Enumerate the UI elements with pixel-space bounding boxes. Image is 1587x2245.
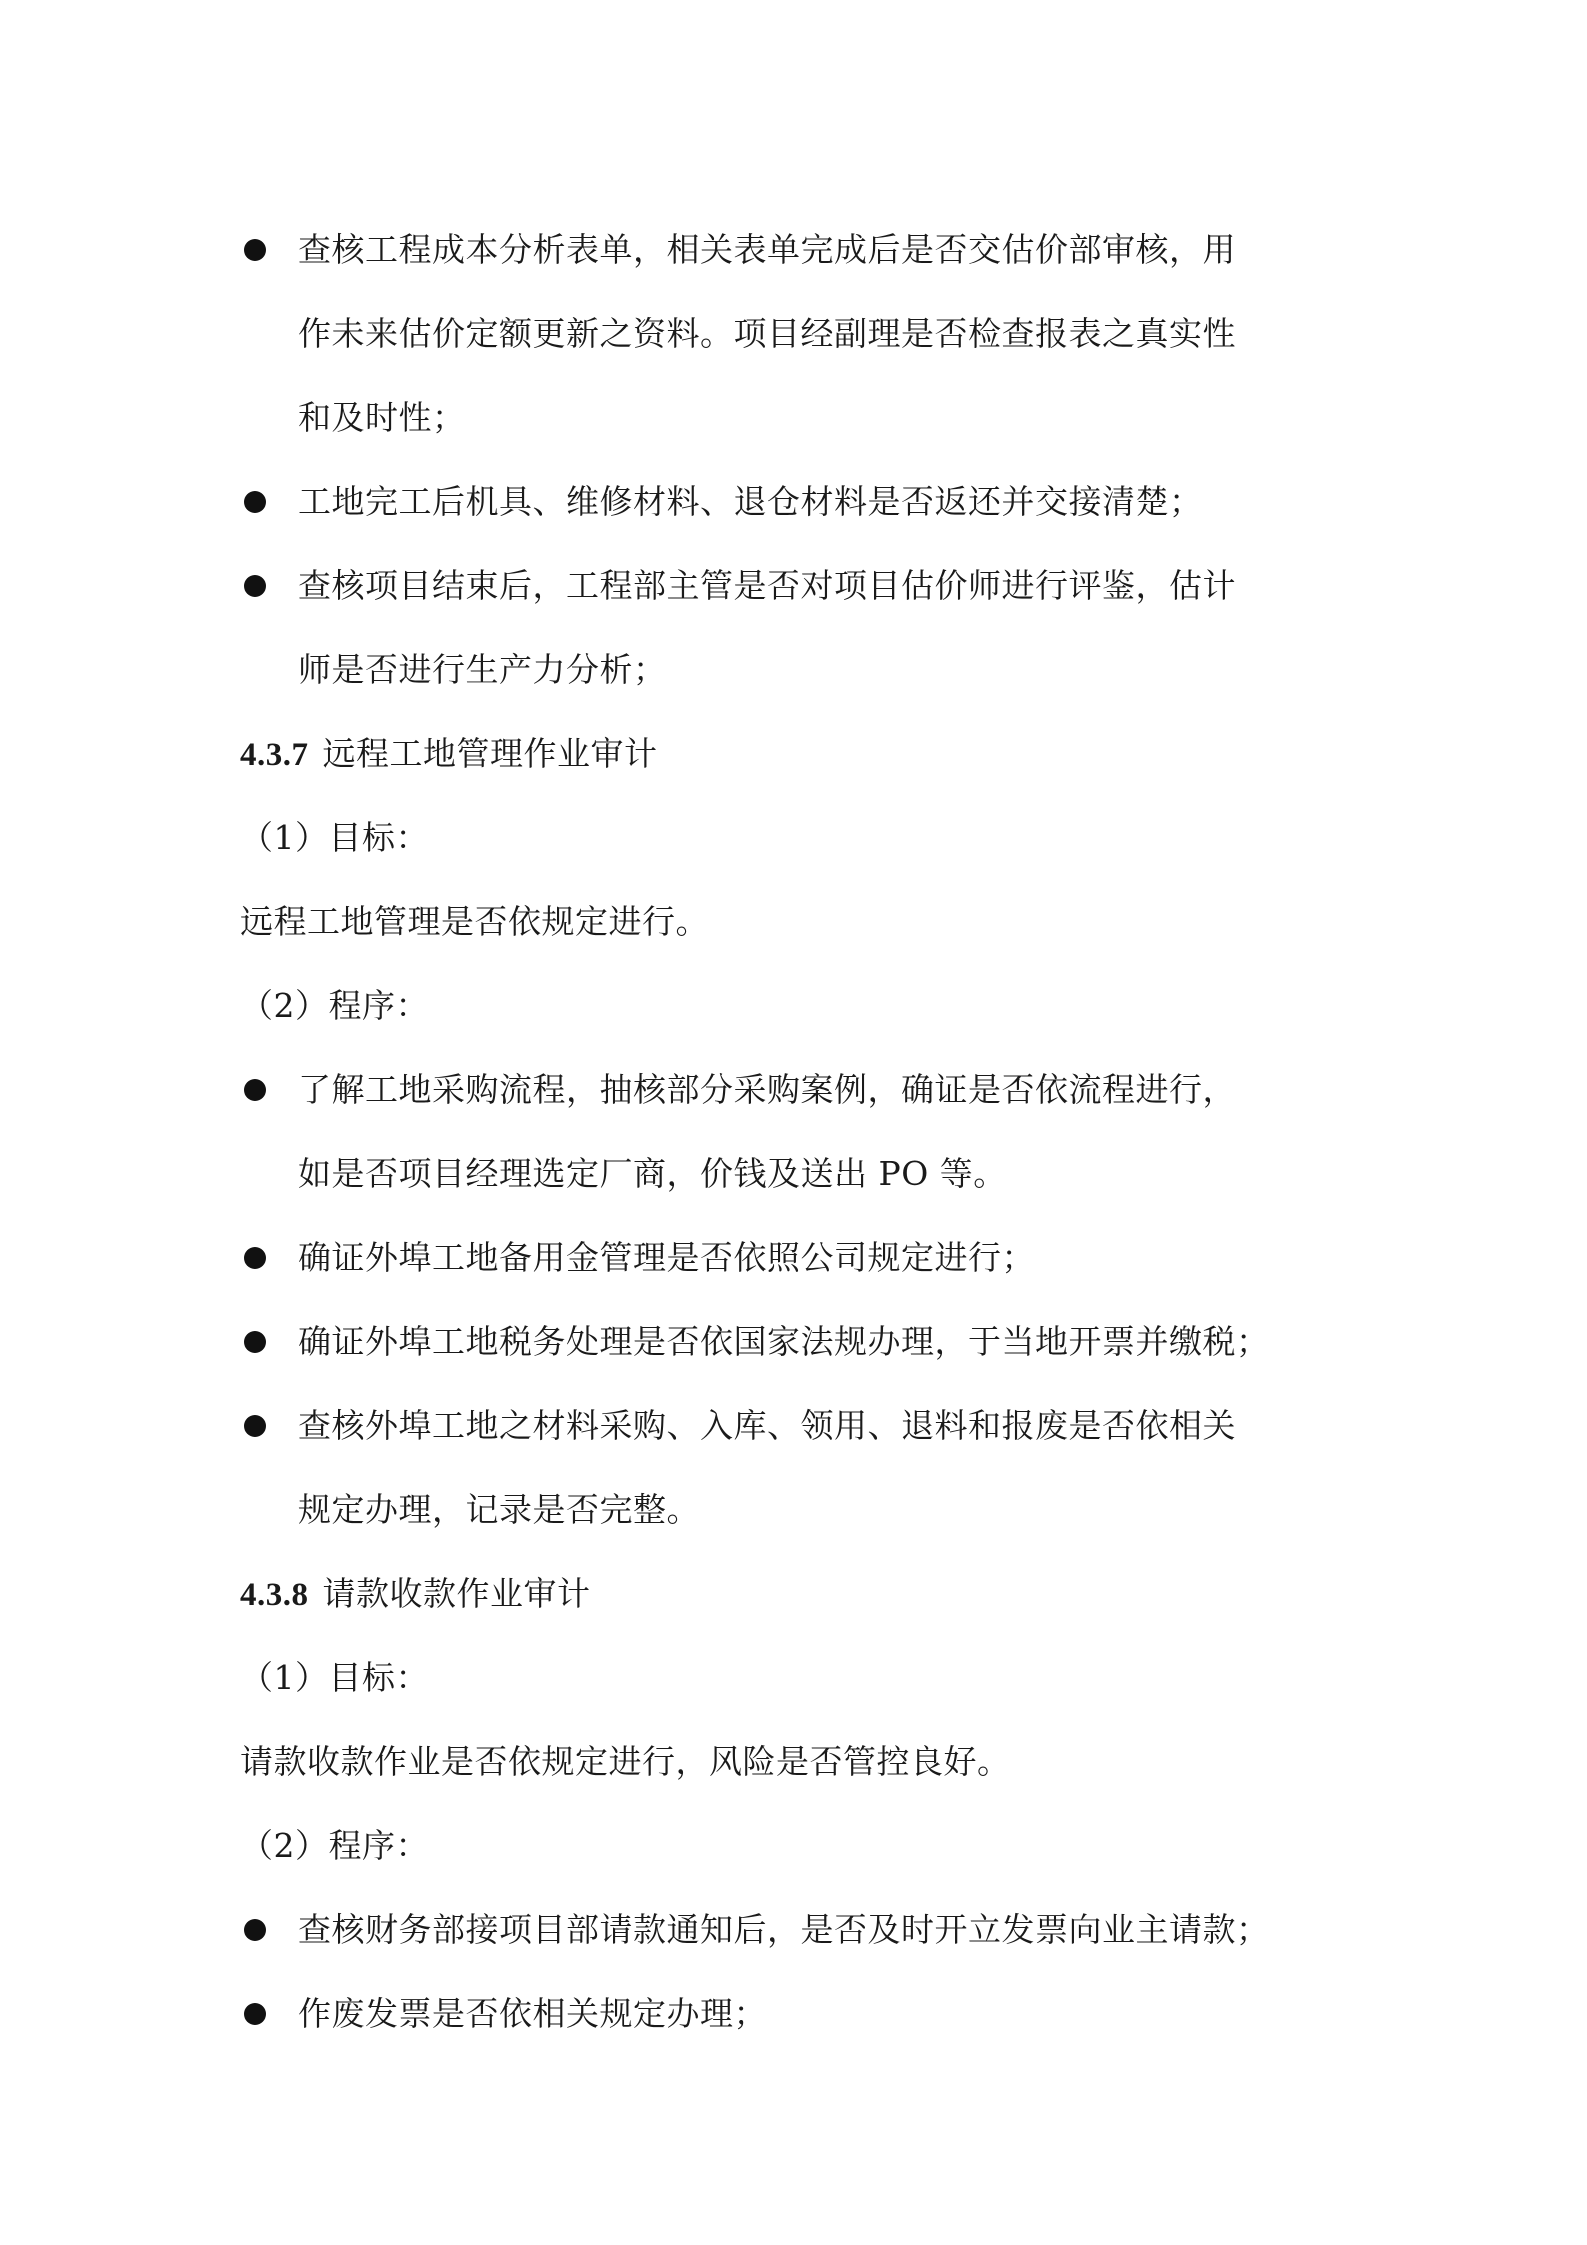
section-title: 请款收款作业审计 <box>322 1574 591 1613</box>
section-title: 远程工地管理作业审计 <box>322 734 658 773</box>
bullet-item <box>240 1888 1360 1972</box>
bullet-continuation <box>240 1468 1360 1552</box>
bullet-dot-icon <box>244 1247 266 1269</box>
bullet-text: 工地完工后机具、维修材料、退仓材料是否返还并交接清楚； <box>298 482 1203 521</box>
bullet-item <box>240 208 1360 292</box>
bullet-text: 查核工程成本分析表单，相关表单完成后是否交估价部审核，用 <box>298 230 1236 269</box>
bullet-text: 查核项目结束后，工程部主管是否对项目估价师进行评鉴，估计 <box>298 566 1236 605</box>
bullet-text: 查核财务部接项目部请款通知后，是否及时开立发票向业主请款； <box>298 1910 1270 1949</box>
bullet-item <box>240 544 1360 628</box>
paragraph <box>240 796 1360 880</box>
bullet-continuation <box>240 1132 1360 1216</box>
bullet-text: 规定办理，记录是否完整。 <box>298 1490 700 1529</box>
bullet-text: 如是否项目经理选定厂商，价钱及送出 PO 等。 <box>298 1154 1007 1193</box>
bullet-text: 确证外埠工地备用金管理是否依照公司规定进行； <box>298 1238 1035 1277</box>
document-body <box>240 208 1360 2056</box>
paragraph <box>240 1804 1360 1888</box>
paragraph-text: （2）程序： <box>240 986 429 1025</box>
bullet-item <box>240 1972 1360 2056</box>
bullet-item <box>240 1048 1360 1132</box>
section-number: 4.3.8 <box>240 1577 309 1613</box>
paragraph <box>240 964 1360 1048</box>
bullet-text: 查核外埠工地之材料采购、入库、领用、退料和报废是否依相关 <box>298 1406 1236 1445</box>
bullet-dot-icon <box>244 491 266 513</box>
bullet-text: 了解工地采购流程，抽核部分采购案例，确证是否依流程进行， <box>298 1070 1236 1109</box>
bullet-item <box>240 1300 1360 1384</box>
bullet-continuation <box>240 628 1360 712</box>
bullet-dot-icon <box>244 1079 266 1101</box>
bullet-item <box>240 1216 1360 1300</box>
section-heading-4-3-8 <box>240 1552 1360 1636</box>
bullet-dot-icon <box>244 239 266 261</box>
bullet-dot-icon <box>244 2003 266 2025</box>
paragraph-text: 请款收款作业是否依规定进行，风险是否管控良好。 <box>240 1742 1011 1781</box>
bullet-text: 作未来估价定额更新之资料。项目经副理是否检查报表之真实性 <box>298 314 1236 353</box>
paragraph-text: （1）目标： <box>240 1658 429 1697</box>
paragraph <box>240 1720 1360 1804</box>
bullet-item <box>240 460 1360 544</box>
paragraph <box>240 880 1360 964</box>
paragraph-text: 远程工地管理是否依规定进行。 <box>240 902 709 941</box>
bullet-dot-icon <box>244 1919 266 1941</box>
bullet-text: 和及时性； <box>298 398 466 437</box>
bullet-text: 作废发票是否依相关规定办理； <box>298 1994 767 2033</box>
section-heading-4-3-7 <box>240 712 1360 796</box>
bullet-dot-icon <box>244 1415 266 1437</box>
bullet-item <box>240 1384 1360 1468</box>
paragraph-text: （1）目标： <box>240 818 429 857</box>
bullet-text: 师是否进行生产力分析； <box>298 650 667 689</box>
paragraph-text: （2）程序： <box>240 1826 429 1865</box>
bullet-text: 确证外埠工地税务处理是否依国家法规办理，于当地开票并缴税； <box>298 1322 1270 1361</box>
paragraph <box>240 1636 1360 1720</box>
section-number: 4.3.7 <box>240 737 309 773</box>
bullet-dot-icon <box>244 1331 266 1353</box>
bullet-dot-icon <box>244 575 266 597</box>
bullet-continuation <box>240 292 1360 376</box>
bullet-continuation <box>240 376 1360 460</box>
